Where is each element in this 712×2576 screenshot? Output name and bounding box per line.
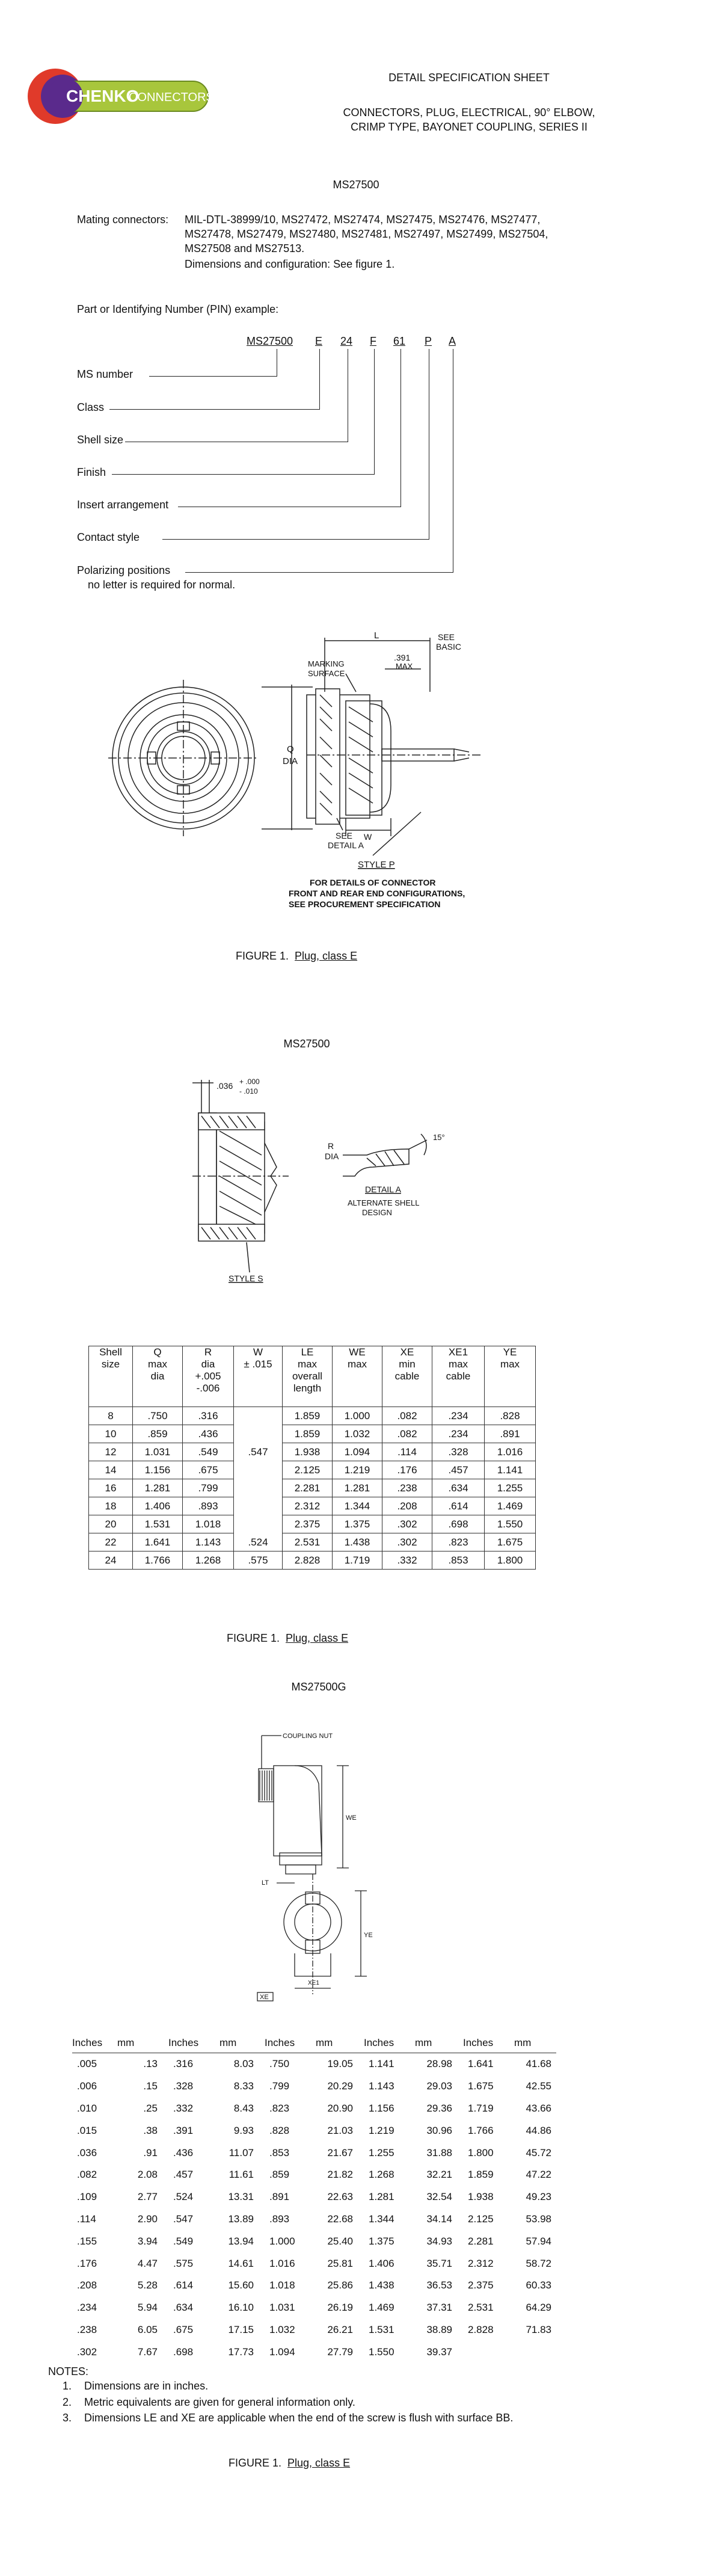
figure-style-s-drawing [168,1077,481,1305]
mm-cell: 21.03 [327,2124,353,2136]
mm-cell: 5.94 [137,2302,158,2314]
dim-q-dia: DIA [283,756,298,766]
mm-cell: 57.94 [526,2235,551,2247]
inches-cell: .036 [77,2146,97,2158]
inches-cell: 1.031 [269,2302,295,2314]
mm-cell: 34.93 [426,2235,452,2247]
inches-cell: 1.000 [269,2235,295,2247]
w-value-group-2: .524 [234,1497,283,1551]
inches-cell: 1.219 [369,2124,394,2136]
table-row [72,2252,556,2275]
inches-cell: .176 [77,2257,97,2269]
mm-cell: 11.61 [229,2169,254,2181]
mm-cell: 53.98 [526,2213,551,2225]
mm-cell: 64.29 [526,2302,551,2314]
mm-cell: 42.55 [526,2080,551,2092]
mm-cell: 15.60 [228,2279,254,2291]
mm-cell: 5.28 [137,2279,158,2291]
dim-xe1-label: XE1 [308,1980,319,1986]
col-header-shell: Shell size [89,1346,133,1407]
connector-note-3: SEE PROCUREMENT SPECIFICATION [289,899,441,909]
inches-cell: .391 [173,2124,194,2136]
dim-036-label: .036 [216,1081,233,1091]
mm-cell: 38.89 [426,2323,452,2335]
mating-label: Mating connectors: [77,214,169,226]
mm-cell: 26.19 [327,2302,353,2314]
pin-heading: Part or Identifying Number (PIN) example: [77,303,279,315]
figure-ms27500g-drawing [253,1730,433,2006]
spec-number: MS27500 [333,179,379,191]
table-row [72,2297,556,2319]
table-row: 16 1.281 .799 2.281 1.281 .238 .634 1.255 [89,1479,536,1497]
figure1e-caption-prefix: FIGURE 1. [229,2457,282,2469]
inches-cell: .891 [269,2191,290,2203]
pin-part-finish: F [370,335,376,347]
mm-cell: 35.71 [426,2257,452,2269]
table-row [72,2075,556,2098]
table-row [72,2275,556,2297]
inches-cell: 1.719 [468,2102,494,2114]
figure1c-caption-title: Plug, class E [286,1632,349,1644]
col-header-q: Q max dia [133,1346,183,1407]
dimensions-note: Dimensions and configuration: See figure 1. [185,258,395,270]
inches-cell [457,2341,514,2363]
figure1e-caption-title: Plug, class E [287,2457,351,2469]
inches-cell: 1.469 [369,2302,394,2314]
table-row [72,2319,556,2341]
table-row: 10 .859 .436 1.859 1.032 .082 .234 .891 [89,1425,536,1443]
mm-cell: 31.88 [426,2146,452,2158]
mm-cell: 11.07 [229,2146,254,2158]
dim-036-tol-minus: - .010 [239,1087,258,1095]
pin-label-ms-number: MS number [77,368,134,380]
dim-xe-label: XE [260,1994,269,2001]
table-row [72,2142,556,2164]
mm-cell: 29.36 [426,2102,452,2114]
table-row: 14 1.156 .675 2.125 1.219 .176 .457 1.141 [89,1461,536,1479]
style-p-label: STYLE P [358,860,395,870]
mm-cell: 21.82 [327,2169,353,2181]
dim-391-label: .391 [394,653,411,662]
mm-cell: 32.21 [426,2169,452,2181]
inches-cell: .457 [173,2169,194,2181]
figure1a-caption-title: Plug, class E [295,950,358,962]
mm-cell [514,2341,556,2363]
pin-label-insert-arrangement: Insert arrangement [77,499,169,511]
mm-cell: 7.67 [137,2346,158,2358]
figure1e-caption [229,2456,350,2470]
mm-cell: 13.89 [228,2213,254,2225]
inches-cell: .575 [173,2257,194,2269]
alternate-shell-2: DESIGN [362,1208,392,1217]
mm-cell: .91 [143,2146,158,2158]
inches-cell: 1.375 [369,2235,394,2247]
col-header-we: WE max [333,1346,382,1407]
inches-cell: 1.766 [468,2124,494,2136]
inches-cell: 1.344 [369,2213,394,2225]
mm-cell: 28.98 [426,2058,452,2070]
inches-cell: 1.281 [369,2191,394,2203]
mm-cell: 20.90 [327,2102,353,2114]
mm-cell: 6.05 [137,2323,158,2335]
mm-cell: 71.83 [526,2323,551,2335]
detail-dia-label: DIA [325,1151,339,1161]
inches-cell: .823 [269,2102,290,2114]
pin-label-contact-style: Contact style [77,531,140,543]
mm-cell: 34.14 [426,2213,452,2225]
inches-cell: .006 [77,2080,97,2092]
figure-plug-drawing [108,632,517,932]
note-2-text: Metric equivalents are given for general information only. [84,2396,355,2408]
marking-surface-2: SURFACE [308,669,345,678]
mm-cell: 4.47 [137,2257,158,2269]
pin-label-polarizing: Polarizing positions [77,564,171,576]
inches-cell: .005 [77,2058,97,2070]
inches-cell: .436 [173,2146,194,2158]
pin-label-class: Class [77,401,105,413]
dim-391-max: MAX [396,662,413,671]
col-header-w: W ± .015 [234,1346,283,1407]
connector-note-2: FRONT AND REAR END CONFIGURATIONS, [289,889,465,898]
mm-cell: 39.37 [426,2346,452,2358]
inches-cell: .698 [173,2346,194,2358]
inches-cell: .524 [173,2191,194,2203]
mm-cell: 13.94 [228,2235,254,2247]
table-row: 22 1.641 1.143 2.531 1.438 .302 .823 1.675 [89,1533,536,1551]
inches-cell: 2.828 [468,2323,494,2335]
inches-cell: 1.938 [468,2191,494,2203]
inches-cell: .208 [77,2279,97,2291]
w-value-group-3: .575 [234,1551,283,1570]
side-view [307,689,481,824]
see-detail-2: DETAIL A [328,840,364,850]
mm-cell: .38 [143,2124,158,2136]
style-s-label: STYLE S [229,1274,263,1283]
logo-word-sub: CONNECTORS [129,91,210,104]
mm-cell: 2.08 [137,2169,158,2181]
mm-cell: 20.29 [327,2080,353,2092]
inches-cell: 1.675 [468,2080,494,2092]
mm-cell: 29.03 [426,2080,452,2092]
mm-cell: 47.22 [526,2169,551,2181]
inches-cell: 2.375 [468,2279,494,2291]
pin-label-shell-size: Shell size [77,434,124,446]
sheet-subtitle-line2: CRIMP TYPE, BAYONET COUPLING, SERIES II [351,121,588,133]
figure1c-caption [227,1632,348,1645]
note-2-num: 2. [63,2396,72,2408]
inches-cell: 1.255 [369,2146,394,2158]
inches-cell: .332 [173,2102,194,2114]
inches-cell: .634 [173,2302,194,2314]
inches-cell: 1.859 [468,2169,494,2181]
mm-cell: 58.72 [526,2257,551,2269]
inches-cell: 1.018 [269,2279,295,2291]
inches-cell: 1.141 [369,2058,394,2070]
inches-cell: .549 [173,2235,194,2247]
pin-part-shell: 24 [340,335,353,347]
mm-cell: 25.86 [327,2279,353,2291]
col-header-ye: YE max [485,1346,536,1407]
inches-cell: .859 [269,2169,290,2181]
inches-cell: .828 [269,2124,290,2136]
spec-number-3: MS27500G [291,1681,346,1693]
mm-cell: 2.90 [137,2213,158,2225]
table-row: 24 1.766 1.268 .575 2.828 1.719 .332 .853 1.800 [89,1551,536,1570]
mm-cell: 17.15 [228,2323,254,2335]
inches-cell: .614 [173,2279,194,2291]
dim-lt-label: LT [262,1879,269,1887]
inches-cell: .328 [173,2080,194,2092]
table-row: 18 1.406 .893 .524 2.312 1.344 .208 .614 1.469 [89,1497,536,1515]
mm-cell: 25.81 [327,2257,353,2269]
inches-cell: .675 [173,2323,194,2335]
table-row [72,2186,556,2208]
inches-cell: .302 [77,2346,97,2358]
col-header-le: LE max overall length [283,1346,333,1407]
inches-cell: 1.268 [369,2169,394,2181]
w-value-group-1: .547 [234,1407,283,1497]
inches-cell: 1.406 [369,2257,394,2269]
col-header-xe: XE min cable [382,1346,432,1407]
company-logo [24,63,210,129]
dim-we-label: WE [346,1814,357,1822]
note-1-text: Dimensions are in inches. [84,2380,209,2392]
inches-cell: 1.800 [468,2146,494,2158]
table-row [72,2119,556,2142]
pin-polarizing-note: no letter is required for normal. [88,579,236,591]
mating-line2: MS27478, MS27479, MS27480, MS27481, MS27497, MS27499, MS27504, [185,228,548,240]
note-3-num: 3. [63,2412,72,2424]
inches-cell: .893 [269,2213,290,2225]
inches-cell: 1.016 [269,2257,295,2269]
note-1-num: 1. [63,2380,72,2392]
see-basic-2: BASIC [436,642,462,652]
dim-l-label: L [374,632,379,641]
sheet-title: DETAIL SPECIFICATION SHEET [388,72,550,84]
mm-cell: 32.54 [426,2191,452,2203]
mm-cell: 8.33 [233,2080,254,2092]
metric-equivalents-table: Inches mm Inches mm Inches mm Inches mm Inches mm .005 .13 .316 8.03 .750 19.05 1.141 28.98 1.641 41.68 .006 .15 .328 8.33 .799 20.29 1.143 29.03 1.675 42.55 .010 .25 .332 8.43 .823 20.90 1.156 29.36 1.719 43.66 .015 .38 .391 9.93 .828 21.03 1.219 30.96 1.766 44.86 .036 .91 .436 11.07 .853 21.67 1.255 31.88 1.800 45.72 .082 2.08 .457 11.61 .859 21.82 1.268 32.21 1.859 47.22 .109 2.77 .524 13.31 .891 22.63 1.281 32.54 1.938 49.23 .114 2.90 .547 13.89 .893 22.68 1.344 34.14 2.125 53.98 .155 3.94 .549 13.94 1.000 25.40 1.375 34.93 2.281 57.94 .176 4.47 .575 14.61 1.016 25.81 1.406 35.71 2.312 58.72 .208 5.28 .614 15.60 1.018 25.86 1.438 36.53 2.375 60.33 .234 5.94 .634 16.10 1.031 26.19 1.469 37.31 2.531 64.29 .238 6.05 .675 17.15 1.032 26.21 1.531 38.89 2.828 71.83 .302 7.67 .698 17.73 1.094 27.79 1.550 39.37 [72,2033,556,2363]
logo-word-main: CHENKO [66,87,140,105]
mm-cell: 36.53 [426,2279,452,2291]
mm-cell: 30.96 [426,2124,452,2136]
mm-cell: 9.93 [233,2124,254,2136]
inches-cell: .015 [77,2124,97,2136]
table-row [72,2053,556,2075]
table-row: 12 1.031 .549 1.938 1.094 .114 .328 1.016 [89,1443,536,1461]
inches-cell: .853 [269,2146,290,2158]
front-view [108,680,259,836]
mm-cell: 27.79 [327,2346,353,2358]
see-basic-1: SEE [438,632,455,642]
inches-cell: 1.531 [369,2323,394,2335]
inches-cell: 1.143 [369,2080,394,2092]
mm-cell: 26.21 [327,2323,353,2335]
col-header-xe1: XE1 max cable [432,1346,485,1407]
inches-cell: 1.641 [468,2058,494,2070]
table-row [72,2164,556,2186]
mm-cell: 14.61 [228,2257,254,2269]
connector-note-1: FOR DETAILS OF CONNECTOR [310,878,436,887]
dim-ye-label: YE [364,1932,373,1939]
table-row: 20 1.531 1.018 2.375 1.375 .302 .698 1.550 [89,1515,536,1533]
mm-cell: 13.31 [228,2191,254,2203]
pin-part-contact: P [425,335,432,347]
inches-cell: 1.550 [369,2346,394,2358]
dim-036-tol-plus: + .000 [239,1077,260,1086]
marking-surface-1: MARKING [308,659,345,668]
spec-number-2: MS27500 [283,1038,330,1050]
mm-cell: 41.68 [526,2058,551,2070]
figure1c-caption-prefix: FIGURE 1. [227,1632,280,1644]
mm-cell: 60.33 [526,2279,551,2291]
figure1a-caption [236,949,357,963]
col-header-r: R dia +.005 -.006 [183,1346,234,1407]
inches-cell: .547 [173,2213,194,2225]
dimension-table [88,1346,536,1570]
inches-cell: .109 [77,2191,97,2203]
mm-cell: .25 [143,2102,158,2114]
inches-cell: .114 [77,2213,96,2225]
mm-cell: 43.66 [526,2102,551,2114]
mm-cell: 19.05 [327,2058,353,2070]
inches-cell: .750 [269,2058,290,2070]
inches-cell: 1.156 [369,2102,394,2114]
notes-heading: NOTES: [48,2365,89,2377]
mm-cell: 44.86 [526,2124,551,2136]
mm-cell: 16.10 [228,2302,254,2314]
detail-r-label: R [328,1141,334,1151]
sheet-subtitle-line1: CONNECTORS, PLUG, ELECTRICAL, 90° ELBOW, [343,106,595,119]
inches-cell: 2.125 [468,2213,494,2225]
mating-line3: MS27508 and MS27513. [185,242,305,254]
dim-q-label: Q [287,744,294,754]
inches-cell: 1.438 [369,2279,394,2291]
table-row [72,2098,556,2120]
mm-cell: 22.68 [327,2213,353,2225]
pin-part-polarizing: A [449,335,456,347]
inches-cell: 2.281 [468,2235,494,2247]
inches-cell: .155 [77,2235,97,2247]
pin-part-class: E [315,335,323,347]
mm-cell: 25.40 [327,2235,353,2247]
pin-label-finish: Finish [77,466,106,478]
figure1a-caption-prefix: FIGURE 1. [236,950,289,962]
pin-part-insert: 61 [393,335,406,347]
inches-cell: .238 [77,2323,97,2335]
mm-cell: 45.72 [526,2146,551,2158]
mating-line1: MIL-DTL-38999/10, MS27472, MS27474, MS27475, MS27476, MS27477, [185,214,541,226]
note-3-text: Dimensions LE and XE are applicable when the end of the screw is flush with surface BB. [84,2412,514,2424]
inches-cell: 1.032 [269,2323,295,2335]
coupling-nut-label: COUPLING NUT [283,1733,333,1740]
inches-cell: .316 [173,2058,194,2070]
mm-cell: 21.67 [327,2146,353,2158]
mm-cell: 22.63 [327,2191,353,2203]
inches-cell: 2.531 [468,2302,494,2314]
table-row [72,2208,556,2231]
detail-a-title: DETAIL A [365,1185,401,1194]
mm-cell: 3.94 [137,2235,158,2247]
inches-cell: .082 [77,2169,97,2181]
mm-cell: .13 [143,2058,158,2070]
inches-cell: .234 [77,2302,97,2314]
mm-cell: 37.31 [426,2302,452,2314]
inches-cell: .010 [77,2102,97,2114]
see-detail-1: SEE [336,831,353,840]
mm-cell: 8.43 [233,2102,254,2114]
mm-cell: .15 [143,2080,158,2092]
table-row: 8 .750 .316 .547 1.859 1.000 .082 .234 .828 [89,1407,536,1425]
mm-cell: 2.77 [137,2191,158,2203]
mm-cell: 49.23 [526,2191,551,2203]
mm-cell: 8.03 [233,2058,254,2070]
inches-cell: 1.094 [269,2346,295,2358]
table-row [72,2341,556,2363]
dim-w-label: W [364,832,372,842]
mm-cell: 17.73 [228,2346,254,2358]
inches-cell: 2.312 [468,2257,494,2269]
pin-part-ms: MS27500 [247,335,293,347]
detail-angle-label: 15° [433,1133,445,1142]
inches-cell: .799 [269,2080,290,2092]
table-row [72,2230,556,2252]
alternate-shell-1: ALTERNATE SHELL [348,1198,420,1207]
